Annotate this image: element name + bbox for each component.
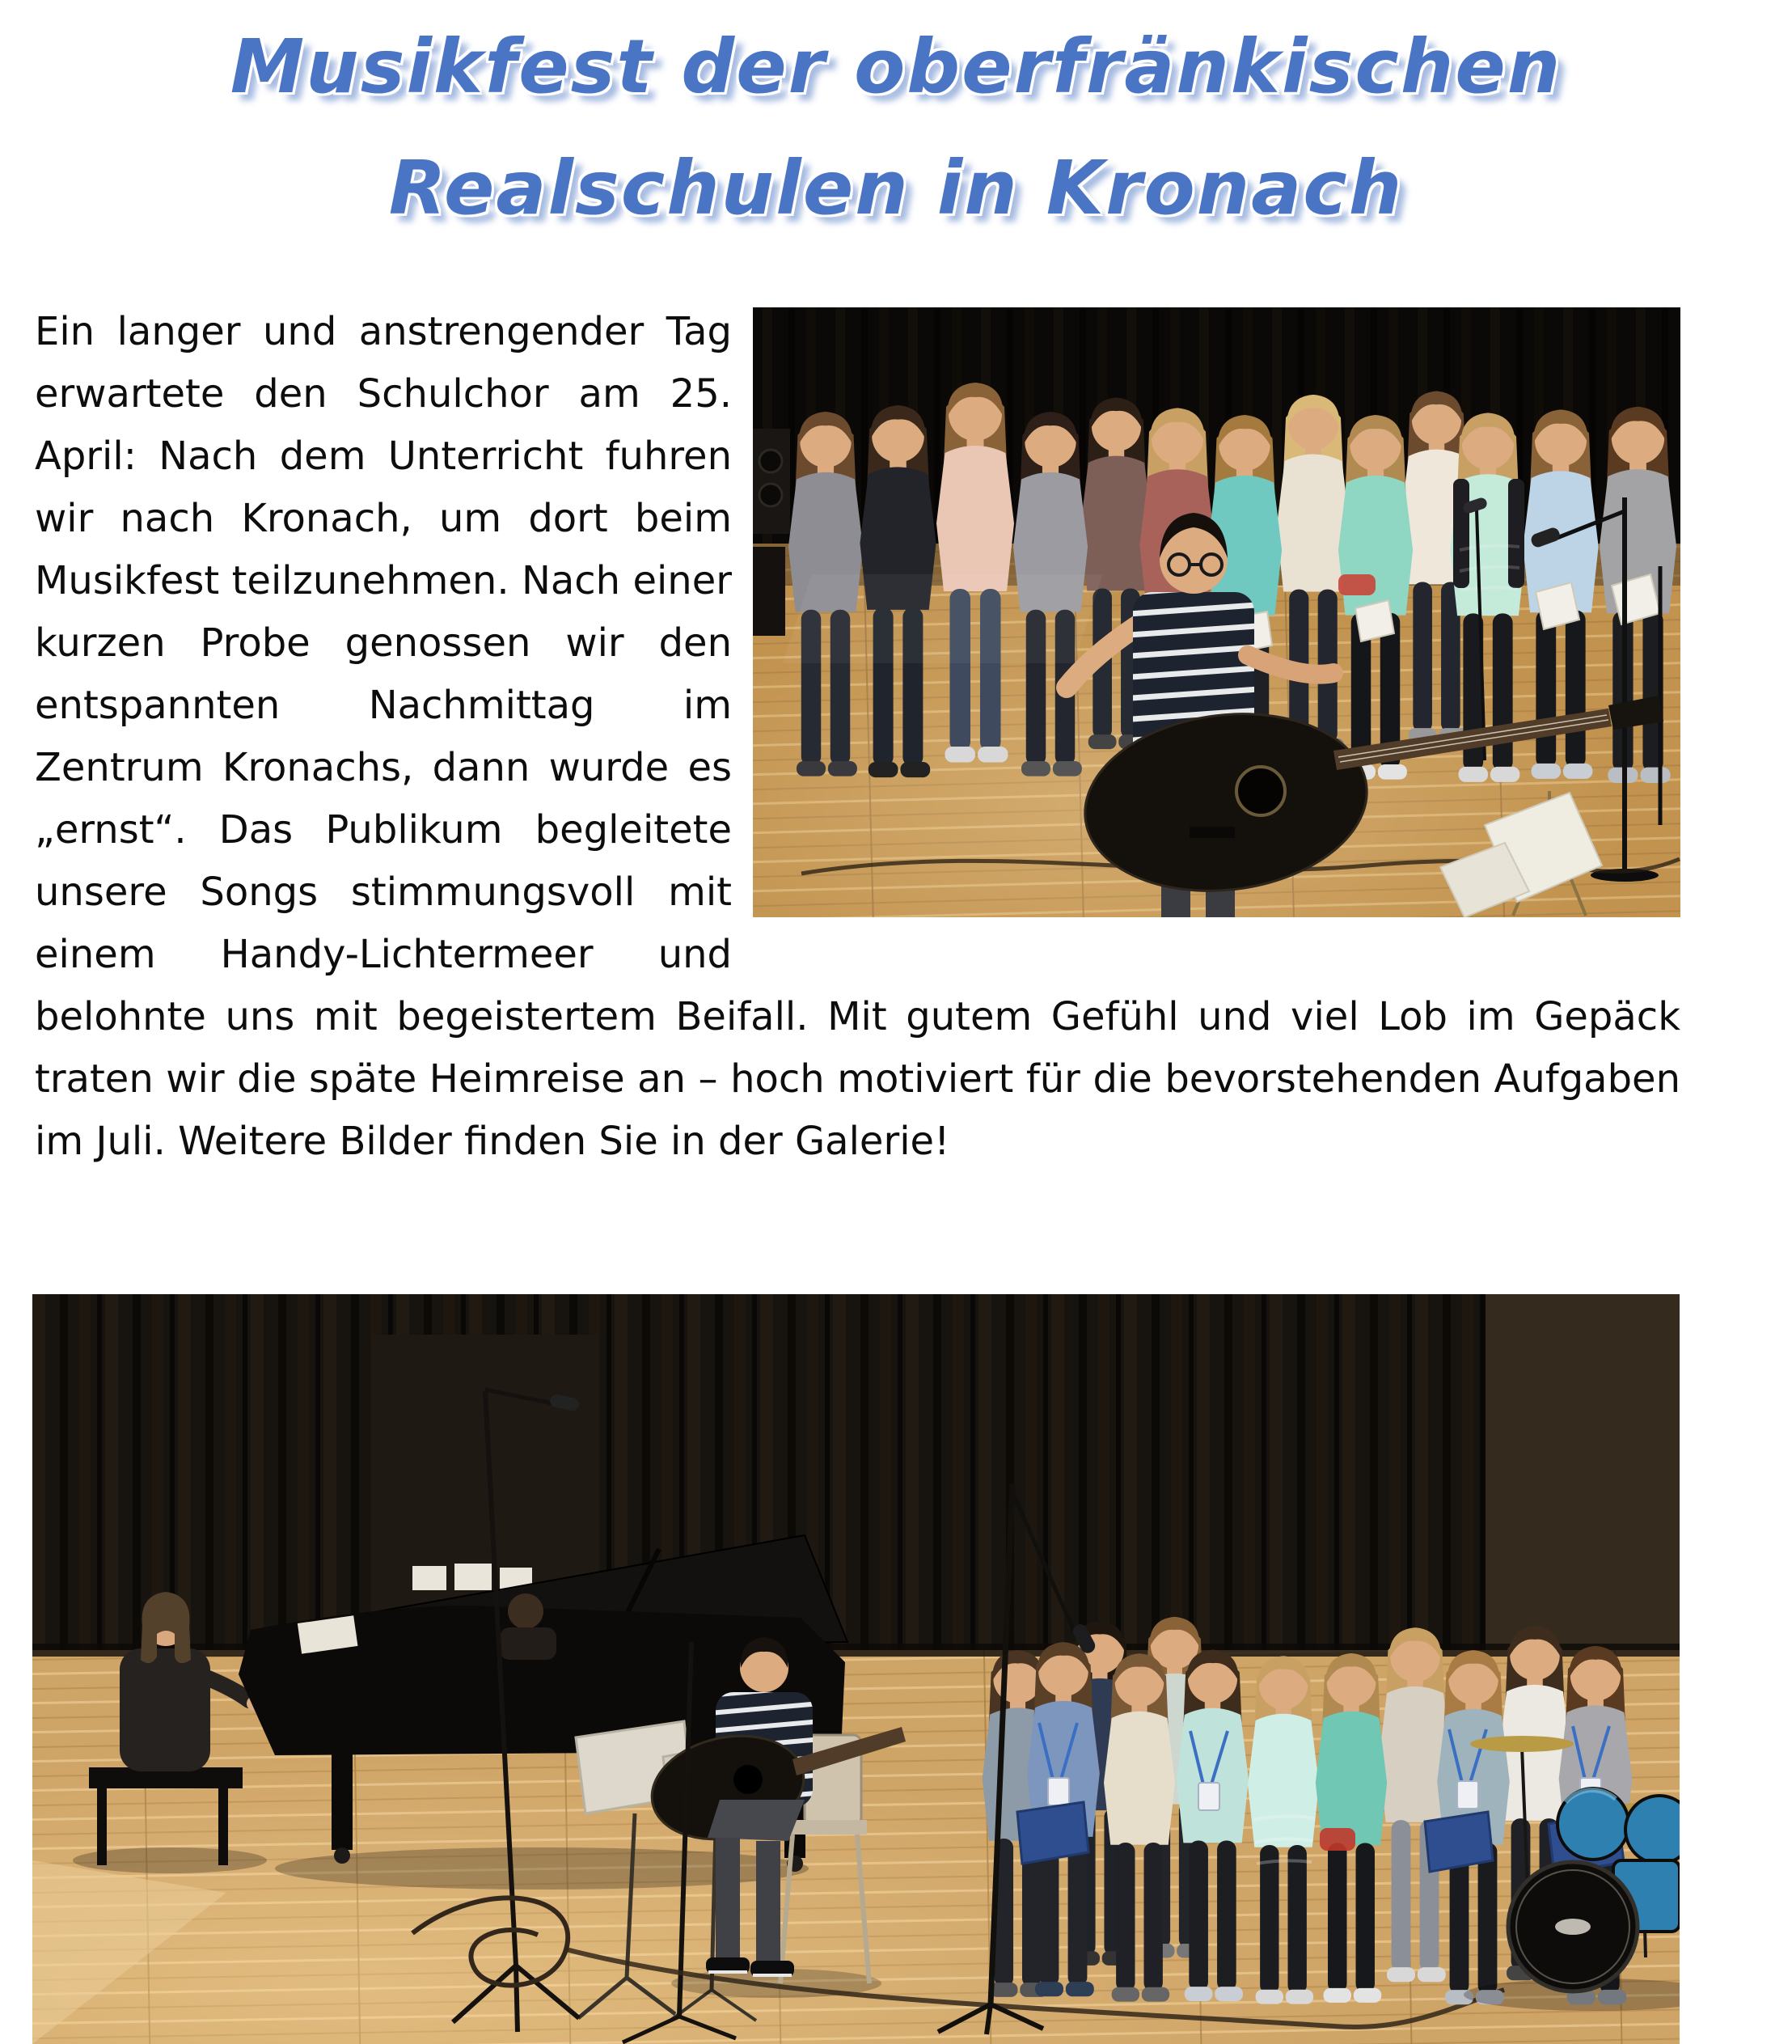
- rack-tom-2: [1625, 1796, 1680, 1864]
- cymbal: [1470, 1736, 1574, 1752]
- photo-concert-stage-scene: [32, 1294, 1680, 2044]
- photo-choir-rehearsal: [753, 307, 1680, 917]
- stage-side-wall: [1484, 1294, 1680, 1674]
- page-title-line-1: Musikfest der oberfränkischen: [230, 23, 1562, 110]
- page-title-line-2: Realschulen in Kronach: [388, 145, 1404, 231]
- speaker-cabinet: [753, 429, 790, 636]
- article: [35, 301, 1680, 1173]
- article-paragraph: Ein langer und anstrengender Tag erwartete den Schulchor am 25. April: Nach dem Unterricht fuhren wir nach Kronach, um dort beim Musikfest teilzunehmen. Nach einer kurzen Probe genossen wir den entspannten Nachmittag im Zentrum Kronachs, dann wurde es „ernst“. Das Publikum begleitete unsere Songs stimmungsvoll mit einem Handy-Lichtermeer und belohnte uns mit begeistertem Beifall. Mit gutem Gefühl und viel Lob im Gepäck traten wir die späte Heimreise an – hoch motiviert für die bevorstehenden Aufgaben im Juli. Weitere Bilder finden Sie in der Galerie!: [35, 309, 1680, 1164]
- photo-choir-rehearsal-scene: [753, 307, 1680, 917]
- page-title: [0, 0, 1792, 249]
- photo-concert-stage: [32, 1294, 1680, 2044]
- stage-curtain: [32, 1294, 1680, 1674]
